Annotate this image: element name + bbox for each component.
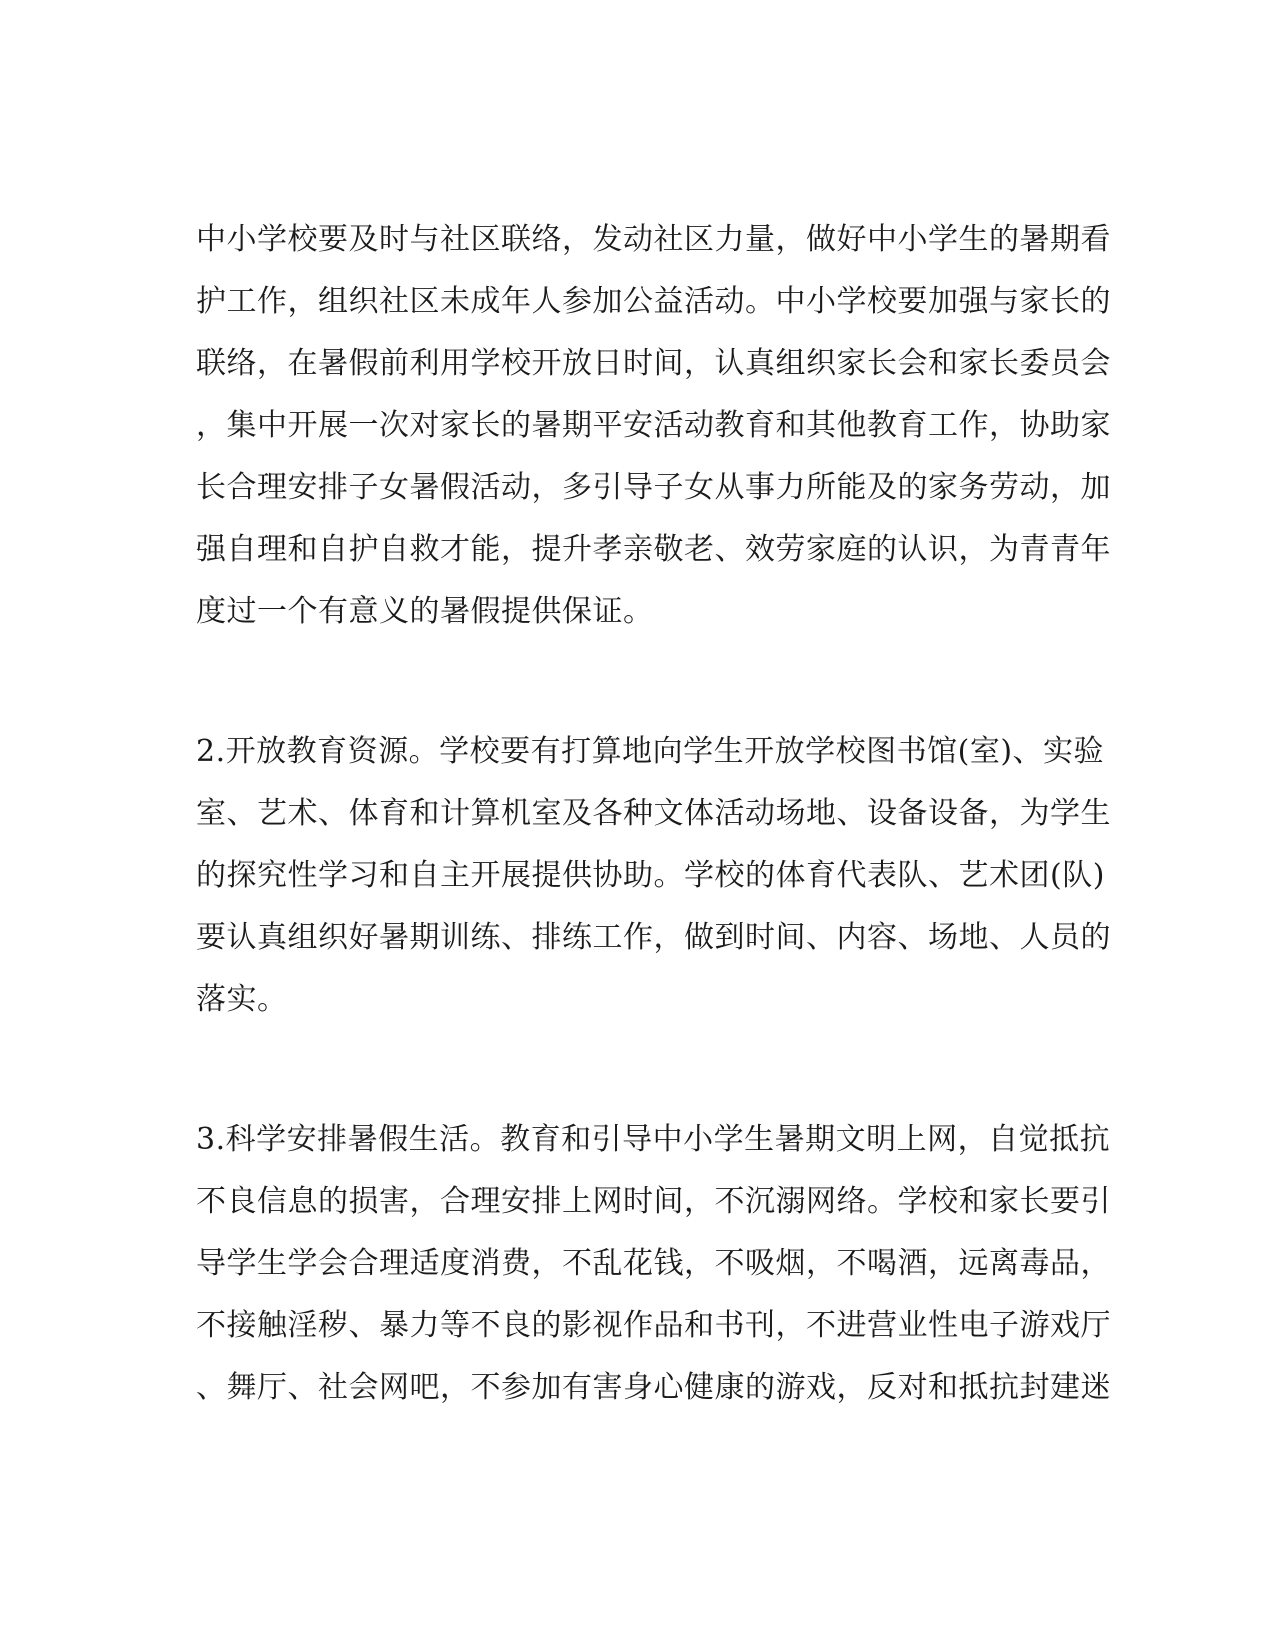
text-line: 导学生学会合理适度消费，不乱花钱，不吸烟，不喝酒，远离毒品， [196,1246,1111,1281]
text-line: 3.科学安排暑假生活。教育和引导中小学生暑期文明上网，自觉抵抗 [196,1122,1111,1157]
text-line: 强自理和自护自救才能，提升孝亲敬老、效劳家庭的认识，为青青年 [196,532,1111,567]
text-line: 要认真组织好暑期训练、排练工作，做到时间、内容、场地、人员的 [196,920,1111,955]
text-line: 联络，在暑假前利用学校开放日时间，认真组织家长会和家长委员会 [196,346,1111,381]
text-line: 护工作，组织社区未成年人参加公益活动。中小学校要加强与家长的 [196,284,1111,319]
text-line: 2.开放教育资源。学校要有打算地向学生开放学校图书馆(室)、实验 [196,734,1105,769]
text-line: 不接触淫秽、暴力等不良的影视作品和书刊，不进营业性电子游戏厅 [196,1308,1111,1343]
text-line: 长合理安排子女暑假活动，多引导子女从事力所能及的家务劳动，加 [196,470,1111,505]
text-line: 落实。 [196,982,288,1017]
text-line: 的探究性学习和自主开展提供协助。学校的体育代表队、艺术团(队) [196,858,1105,893]
text-line: 不良信息的损害，合理安排上网时间，不沉溺网络。学校和家长要引 [196,1184,1111,1219]
text-line: ，集中开展一次对家长的暑期平安活动教育和其他教育工作，协助家 [196,408,1111,443]
text-line: 中小学校要及时与社区联络，发动社区力量，做好中小学生的暑期看 [196,222,1111,257]
text-line: 度过一个有意义的暑假提供保证。 [196,594,654,629]
text-line: 、舞厅、社会网吧，不参加有害身心健康的游戏，反对和抵抗封建迷 [196,1370,1111,1405]
text-line: 室、艺术、体育和计算机室及各种文体活动场地、设备设备，为学生 [196,796,1111,831]
